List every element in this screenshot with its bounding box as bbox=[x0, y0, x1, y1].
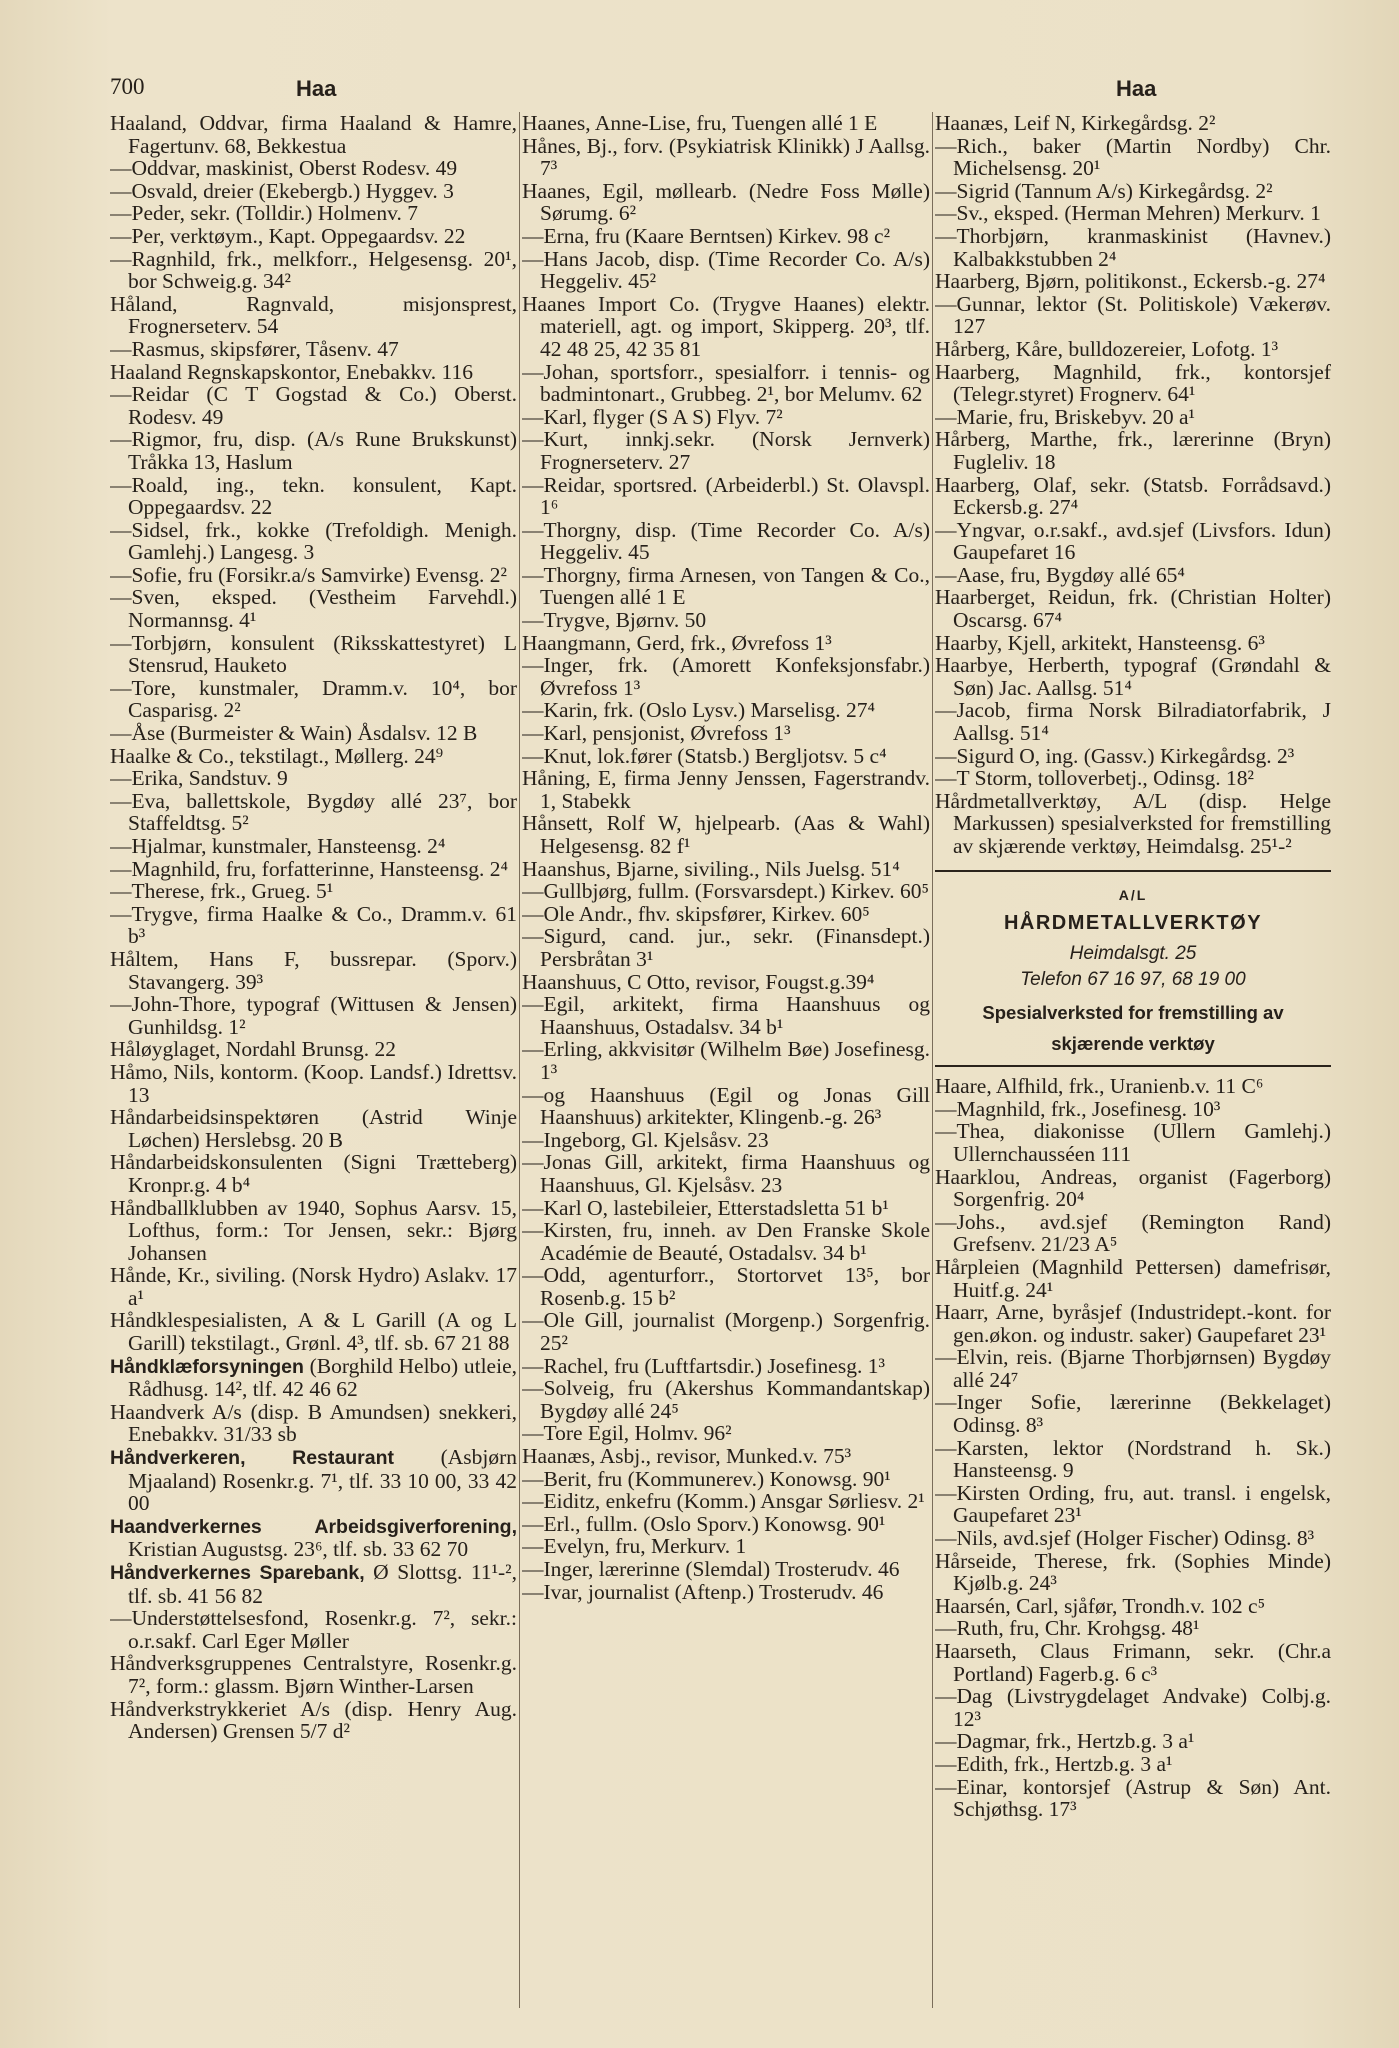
directory-entry: —Solveig, fru (Akershus Kommandantskap) Bygdøy allé 24⁵ bbox=[522, 1376, 930, 1423]
directory-entry: —og Haanshuus (Egil og Jonas Gill Haanshuus) arkitekter, Klingenb.-g. 26³ bbox=[522, 1082, 930, 1130]
directory-entry: —Inger, frk. (Amorett Konfeksjonsfabr.) Øvrefoss 1³ bbox=[522, 653, 930, 700]
entry-bold-name: Håndverkernes Sparebank, bbox=[110, 1562, 365, 1584]
entry-bold-name: Haandverkernes Arbeidsgiverforening, bbox=[110, 1515, 517, 1538]
directory-entry: —Rasmus, skipsfører, Tåsenv. 47 bbox=[110, 336, 399, 361]
directory-entry: —Magnhild, frk., Josefinesg. 10³ bbox=[935, 1096, 1221, 1121]
directory-entry: Haarberget, Reidun, frk. (Christian Holter) Oscarsg. 67⁴ bbox=[935, 585, 1331, 633]
directory-entry: Håland, Ragnvald, misjonsprest, Frognerseterv. 54 bbox=[110, 291, 517, 339]
running-head-left: Haa bbox=[296, 76, 337, 101]
directory-entry: —Egil, arkitekt, firma Haanshuus og Haanshuus, Ostadalsv. 34 b¹ bbox=[522, 992, 930, 1039]
directory-entry: Hårberg, Marthe, frk., lærerinne (Bryn) Fugleliv. 18 bbox=[935, 427, 1331, 474]
ad-slogan-line-2: skjærende verktøy bbox=[1051, 1032, 1215, 1054]
advertisement-box bbox=[935, 870, 1331, 1068]
directory-entry: Håndarbeidskonsulenten (Signi Trætteberg) Kronpr.g. 4 b⁴ bbox=[110, 1150, 517, 1197]
directory-entry: —Åse (Burmeister & Wain) Åsdalsv. 12 B bbox=[110, 721, 478, 746]
directory-entry: —Therese, frk., Grueg. 5¹ bbox=[110, 879, 334, 904]
directory-entry: —Elvin, reis. (Bjarne Thorbjørnsen) Bygdøy allé 24⁷ bbox=[935, 1345, 1331, 1392]
directory-entry: —Ingeborg, Gl. Kjelsåsv. 23 bbox=[522, 1127, 769, 1152]
directory-entry: Hårpleien (Magnhild Pettersen) damefrisør, Huitf.g. 24¹ bbox=[935, 1254, 1331, 1302]
ad-slogan-line-1: Spesialverksted for fremstilling av bbox=[982, 1001, 1284, 1023]
directory-entry: —Ivar, journalist (Aftenp.) Trosterudv. 46 bbox=[522, 1579, 884, 1604]
directory-entry: —Berit, fru (Kommunerev.) Konowsg. 90¹ bbox=[522, 1466, 891, 1491]
directory-entry: Haarbye, Herberth, typograf (Grøndahl & Søn) Jac. Aallsg. 51⁴ bbox=[935, 653, 1331, 700]
directory-entry: —Erl., fullm. (Oslo Sporv.) Konowsg. 90¹ bbox=[522, 1511, 886, 1536]
directory-entry: Hånde, Kr., siviling. (Norsk Hydro) Aslakv. 17 a¹ bbox=[110, 1263, 517, 1310]
column-1 bbox=[110, 112, 517, 2018]
entry-text: (Asbjørn Mjaaland) Rosenkr.g. 7¹, tlf. 33 10 00, 33 42 00 bbox=[128, 1445, 517, 1516]
directory-entry: Hårberg, Kåre, bulldozereier, Lofotg. 1³ bbox=[935, 336, 1279, 361]
directory-entry: —Marie, fru, Briskebyv. 20 a¹ bbox=[935, 404, 1196, 429]
directory-entry: —Inger Sofie, lærerinne (Bekkelaget) Odinsg. 8³ bbox=[935, 1390, 1331, 1438]
directory-entry: Håning, E, firma Jenny Jenssen, Fagerstrandv. 1, Stabekk bbox=[522, 766, 930, 813]
directory-entry: Håndklespesialisten, A & L Garill (A og L Garill) tekstilagt., Grønl. 4³, tlf. sb. 67 21 88 bbox=[110, 1308, 517, 1356]
entry-text: Kristian Augustsg. 23⁶, tlf. sb. 33 62 70 bbox=[128, 1537, 469, 1562]
column-3-entries-top bbox=[935, 112, 1331, 858]
directory-entry: —Einar, kontorsjef (Astrup & Søn) Ant. Schjøthsg. 17³ bbox=[935, 1774, 1331, 1822]
directory-entry: Haaland Regnskapskontor, Enebakkv. 116 bbox=[110, 359, 473, 384]
directory-entry: —Dagmar, frk., Hertzb.g. 3 a¹ bbox=[935, 1729, 1195, 1754]
directory-entry: —T Storm, tolloverbetj., Odinsg. 18² bbox=[935, 766, 1254, 791]
directory-entry: —John-Thore, typograf (Wittusen & Jensen) Gunhildsg. 1² bbox=[110, 992, 517, 1039]
column-rule bbox=[519, 112, 520, 2008]
directory-entry bbox=[110, 1446, 517, 1515]
directory-entry: Haanæs, Leif N, Kirkegårdsg. 2² bbox=[935, 112, 1216, 135]
directory-entry: —Erna, fru (Kaare Berntsen) Kirkev. 98 c² bbox=[522, 223, 891, 248]
page-number: 700 bbox=[110, 74, 145, 99]
directory-entry: —Thea, diakonisse (Ullern Gamlehj.) Ullernchausséen 111 bbox=[935, 1119, 1331, 1166]
column-3-entries-bottom bbox=[935, 1075, 1331, 1821]
directory-entry: Haaland, Oddvar, firma Haaland & Hamre, Fagertunv. 68, Bekkestua bbox=[110, 112, 517, 158]
directory-entry: —Knut, lok.fører (Statsb.) Bergljotsv. 5 c⁴ bbox=[522, 743, 887, 768]
directory-entry: —Hjalmar, kunstmaler, Hansteensg. 2⁴ bbox=[110, 834, 446, 858]
directory-entry: —Sv., eksped. (Herman Mehren) Merkurv. 1 bbox=[935, 201, 1321, 226]
directory-entry: —Johs., avd.sjef (Remington Rand) Grefsenv. 21/23 A⁵ bbox=[935, 1209, 1331, 1257]
directory-entry: —Eva, ballettskole, Bygdøy allé 23⁷, bor Staffeldtsg. 5² bbox=[110, 788, 517, 836]
directory-entry: —Inger, lærerinne (Slemdal) Trosterudv. 46 bbox=[522, 1557, 900, 1581]
directory-entry: —Karl, flyger (S A S) Flyv. 7² bbox=[522, 404, 783, 429]
directory-entry: —Ruth, fru, Chr. Krohgsg. 48¹ bbox=[935, 1616, 1200, 1641]
directory-entry: —Kirsten, fru, inneh. av Den Franske Skole Académie de Beauté, Ostadalsv. 34 b¹ bbox=[522, 1218, 930, 1265]
entry-bold-name: Håndverkeren, Restaurant bbox=[110, 1447, 394, 1470]
directory-entry: —Jonas Gill, arkitekt, firma Haanshuus og Haanshuus, Gl. Kjelsåsv. 23 bbox=[522, 1150, 930, 1197]
directory-entry: Håløyglaget, Nordahl Brunsg. 22 bbox=[110, 1037, 397, 1062]
directory-entry: —Tore, kunstmaler, Dramm.v. 10⁴, bor Casparisg. 2² bbox=[110, 675, 517, 723]
directory-entry: —Ole Andr., fhv. skipsfører, Kirkev. 60⁵ bbox=[522, 901, 870, 926]
directory-entry: Haanæs, Asbj., revisor, Munked.v. 75³ bbox=[522, 1444, 852, 1469]
directory-entry: —Karsten, lektor (Nordstrand h. Sk.) Hansteensg. 9 bbox=[935, 1435, 1331, 1483]
directory-entry: —Oddvar, maskinist, Oberst Rodesv. 49 bbox=[110, 156, 458, 181]
directory-entry: —Karin, frk. (Oslo Lysv.) Marselisg. 27⁴ bbox=[522, 698, 876, 723]
directory-entry: Haanshuus, C Otto, revisor, Fougst.g.39⁴ bbox=[522, 969, 875, 994]
directory-entry: Haarberg, Bjørn, politikonst., Eckersb.-g. 27⁴ bbox=[935, 269, 1326, 294]
directory-entry: —Jacob, firma Norsk Bilradiatorfabrik, J Aallsg. 51⁴ bbox=[935, 698, 1331, 746]
directory-entry: —Roald, ing., tekn. konsulent, Kapt. Oppegaardsv. 22 bbox=[110, 472, 517, 520]
directory-entry: —Karl, pensjonist, Øvrefoss 1³ bbox=[522, 721, 791, 746]
directory-entry: Håndverksgruppenes Centralstyre, Rosenkr.g. 7², form.: glassm. Bjørn Winther-Larsen bbox=[110, 1651, 517, 1698]
directory-entry: —Rich., baker (Martin Nordby) Chr. Michelsensg. 20¹ bbox=[935, 133, 1331, 181]
directory-entry: —Trygve, Bjørnv. 50 bbox=[522, 608, 707, 633]
directory-entry: —Magnhild, fru, forfatterinne, Hansteensg. 2⁴ bbox=[110, 856, 508, 881]
directory-entry: —Dag (Livstrygdelaget Andvake) Colbj.g. 12³ bbox=[935, 1684, 1331, 1731]
directory-entry: —Reidar (C T Gogstad & Co.) Oberst. Rodesv. 49 bbox=[110, 382, 517, 429]
column-2 bbox=[522, 112, 930, 2018]
directory-entry: —Understøttelsesfond, Rosenkr.g. 7², sekr.: o.r.sakf. Carl Eger Møller bbox=[110, 1606, 517, 1653]
directory-entry: Håmo, Nils, kontorm. (Koop. Landsf.) Idrettsv. 13 bbox=[110, 1059, 517, 1107]
directory-entry: —Ole Gill, journalist (Morgenp.) Sorgenfrig. 25² bbox=[522, 1308, 930, 1356]
directory-entry: —Nils, avd.sjef (Holger Fischer) Odinsg. 8³ bbox=[935, 1526, 1315, 1551]
directory-entry: Haalke & Co., tekstilagt., Møllerg. 24⁹ bbox=[110, 743, 444, 768]
directory-entry: —Johan, sportsforr., spesialforr. i tennis- og badmintonart., Grubbeg. 2¹, bor Melumv. 62 bbox=[522, 359, 930, 407]
directory-entry: Haarseth, Claus Frimann, sekr. (Chr.a Portland) Fagerb.g. 6 c³ bbox=[935, 1639, 1331, 1686]
directory-entry: Haanes Import Co. (Trygve Haanes) elektr. materiell, agt. og import, Skipperg. 20³, tlf. 42 48 25, 42 35 81 bbox=[522, 291, 930, 361]
directory-entry: —Sigurd O, ing. (Gassv.) Kirkegårdsg. 2³ bbox=[935, 743, 1295, 768]
directory-entry: —Tore Egil, Holmv. 96² bbox=[522, 1421, 732, 1446]
ad-address: Heimdalsgt. 25 bbox=[1069, 942, 1197, 964]
directory-entry: —Kurt, innkj.sekr. (Norsk Jernverk) Frognerseterv. 27 bbox=[522, 427, 930, 474]
ad-phone: Telefon 67 16 97, 68 19 00 bbox=[1020, 969, 1246, 991]
directory-entry: Håndarbeidsinspektøren (Astrid Winje Løchen) Herslebsg. 20 B bbox=[110, 1105, 517, 1152]
directory-entry: —Erling, akkvisitør (Wilhelm Bøe) Josefinesg. 1³ bbox=[522, 1037, 930, 1084]
directory-entry: —Torbjørn, konsulent (Riksskattestyret) L Stensrud, Hauketo bbox=[110, 630, 517, 678]
directory-entry: —Thorbjørn, kranmaskinist (Havnev.) Kalbakkstubben 2⁴ bbox=[935, 223, 1331, 271]
directory-entry: Haarr, Arne, byråsjef (Industridept.-kont. for gen.økon. og industr. saker) Gaupefaret 23¹ bbox=[935, 1300, 1331, 1347]
directory-entry: —Gullbjørg, fullm. (Forsvarsdept.) Kirkev. 60⁵ bbox=[522, 879, 929, 904]
directory-entry: —Reidar, sportsred. (Arbeiderbl.) St. Olavspl. 1⁶ bbox=[522, 472, 930, 520]
directory-entry: —Eiditz, enkefru (Komm.) Ansgar Sørliesv. 2¹ bbox=[522, 1489, 925, 1514]
directory-entry: —Thorgny, disp. (Time Recorder Co. A/s) Heggeliv. 45 bbox=[522, 517, 930, 565]
directory-entry: —Aase, fru, Bygdøy allé 65⁴ bbox=[935, 562, 1185, 587]
directory-entry: Haarsén, Carl, sjåfør, Trondh.v. 102 c⁵ bbox=[935, 1593, 1266, 1618]
directory-entry: Haarklou, Andreas, organist (Fagerborg) Sorgenfrig. 20⁴ bbox=[935, 1164, 1331, 1212]
directory-entry: Haare, Alfhild, frk., Uranienb.v. 11 C⁶ bbox=[935, 1074, 1264, 1099]
directory-entry: Hånes, Bj., forv. (Psykiatrisk Klinikk) J Aallsg. 7³ bbox=[522, 133, 930, 181]
directory-entry: Håndverkstrykkeriet A/s (disp. Henry Aug. Andersen) Grensen 5/7 d² bbox=[110, 1696, 517, 1744]
directory-entry: Haanes, Egil, møllearb. (Nedre Foss Mølle) Sørumg. 6² bbox=[522, 178, 930, 226]
directory-entry bbox=[110, 1561, 517, 1607]
entry-text: (Borghild Helbo) utleie, Rådhusg. 14², tlf. 42 46 62 bbox=[128, 1353, 517, 1402]
directory-entry: Håndballklubben av 1940, Sophus Aarsv. 15, Lofthus, form.: Tor Jensen, sekr.: Bjørg Johansen bbox=[110, 1195, 517, 1265]
directory-entry: —Sigurd, cand. jur., sekr. (Finansdept.) Persbråtan 3¹ bbox=[522, 924, 930, 971]
directory-entry: Haarberg, Olaf, sekr. (Statsb. Forrådsavd.) Eckersb.g. 27⁴ bbox=[935, 472, 1331, 520]
directory-entry: Haangmann, Gerd, frk., Øvrefoss 1³ bbox=[522, 630, 832, 655]
column-rule bbox=[932, 112, 933, 2008]
directory-entry: —Kirsten Ording, fru, aut. transl. i engelsk, Gaupefaret 23¹ bbox=[935, 1480, 1331, 1528]
directory-entry: —Gunnar, lektor (St. Politiskole) Vækerøv. 127 bbox=[935, 291, 1331, 339]
directory-entry: —Erika, Sandstuv. 9 bbox=[110, 766, 288, 791]
directory-entry: —Evelyn, fru, Merkurv. 1 bbox=[522, 1534, 747, 1559]
directory-entry: —Trygve, firma Haalke & Co., Dramm.v. 61 b³ bbox=[110, 901, 517, 949]
directory-entry: —Sven, eksped. (Vestheim Farvehdl.) Normannsg. 4¹ bbox=[110, 585, 517, 633]
directory-entry: —Osvald, dreier (Ekebergb.) Hyggev. 3 bbox=[110, 178, 454, 203]
directory-entry: —Rachel, fru (Luftfartsdir.) Josefinesg. 1³ bbox=[522, 1353, 885, 1378]
directory-entry: Haarby, Kjell, arkitekt, Hansteensg. 6³ bbox=[935, 630, 1265, 655]
directory-entry: Haanshus, Bjarne, siviling., Nils Juelsg. 51⁴ bbox=[522, 856, 900, 881]
directory-entry: Haarberg, Magnhild, frk., kontorsjef (Telegr.styret) Frognerv. 64¹ bbox=[935, 359, 1331, 407]
page-header bbox=[110, 74, 1271, 108]
directory-entry: —Sofie, fru (Forsikr.a/s Samvirke) Evensg. 2² bbox=[110, 562, 507, 587]
directory-entry: Hånsett, Rolf W, hjelpearb. (Aas & Wahl) Helgesensg. 82 f¹ bbox=[522, 811, 930, 858]
directory-entry bbox=[110, 1515, 517, 1561]
directory-entry: —Yngvar, o.r.sakf., avd.sjef (Livsfors. Idun) Gaupefaret 16 bbox=[935, 517, 1331, 565]
directory-entry: Hårseide, Therese, frk. (Sophies Minde) Kjølb.g. 24³ bbox=[935, 1548, 1331, 1596]
directory-entry: Haandverk A/s (disp. B Amundsen) snekkeri, Enebakkv. 31/33 sb bbox=[110, 1399, 517, 1447]
directory-entry: —Ragnhild, frk., melkforr., Helgesensg. 20¹, bor Schweig.g. 34² bbox=[110, 246, 517, 294]
directory-entry: Haanes, Anne-Lise, fru, Tuengen allé 1 E bbox=[522, 112, 878, 135]
directory-entry bbox=[110, 1355, 517, 1401]
directory-entry: —Peder, sekr. (Tolldir.) Holmenv. 7 bbox=[110, 201, 418, 226]
directory-entry: —Odd, agenturforr., Stortorvet 13⁵, bor Rosenb.g. 15 b² bbox=[522, 1263, 930, 1310]
directory-entry: —Edith, frk., Hertzb.g. 3 a¹ bbox=[935, 1751, 1173, 1776]
directory-entry: —Sidsel, frk., kokke (Trefoldigh. Menigh. Gamlehj.) Langesg. 3 bbox=[110, 517, 517, 565]
directory-entry: —Hans Jacob, disp. (Time Recorder Co. A/s) Heggeliv. 45² bbox=[522, 246, 930, 294]
directory-entry: Håltem, Hans F, bussrepar. (Sporv.) Stavangerg. 39³ bbox=[110, 946, 517, 994]
entry-text: Ø Slottsg. 11¹-², tlf. sb. 41 56 82 bbox=[128, 1560, 517, 1608]
entry-bold-name: Håndklæforsyningen bbox=[110, 1355, 304, 1378]
directory-entry: Hårdmetallverktøy, A/L (disp. Helge Markussen) spesialverksted for fremstilling av skjærende verktøy, Heimdalsg. 25¹-² bbox=[935, 788, 1331, 858]
ad-company-form: A/L bbox=[1118, 886, 1148, 903]
running-head-right: Haa bbox=[1116, 76, 1157, 101]
directory-entry: —Sigrid (Tannum A/s) Kirkegårdsg. 2² bbox=[935, 178, 1273, 203]
directory-entry: —Thorgny, firma Arnesen, von Tangen & Co., Tuengen allé 1 E bbox=[522, 562, 930, 610]
ad-company-name: HÅRDMETALLVERKTØY bbox=[1003, 912, 1263, 935]
directory-entry: —Per, verktøym., Kapt. Oppegaardsv. 22 bbox=[110, 223, 466, 248]
directory-entry: —Rigmor, fru, disp. (A/s Rune Brukskunst) Tråkka 13, Haslum bbox=[110, 427, 517, 474]
column-3 bbox=[935, 112, 1331, 2018]
directory-entry: —Karl O, lastebileier, Etterstadsletta 51 b¹ bbox=[522, 1195, 889, 1220]
